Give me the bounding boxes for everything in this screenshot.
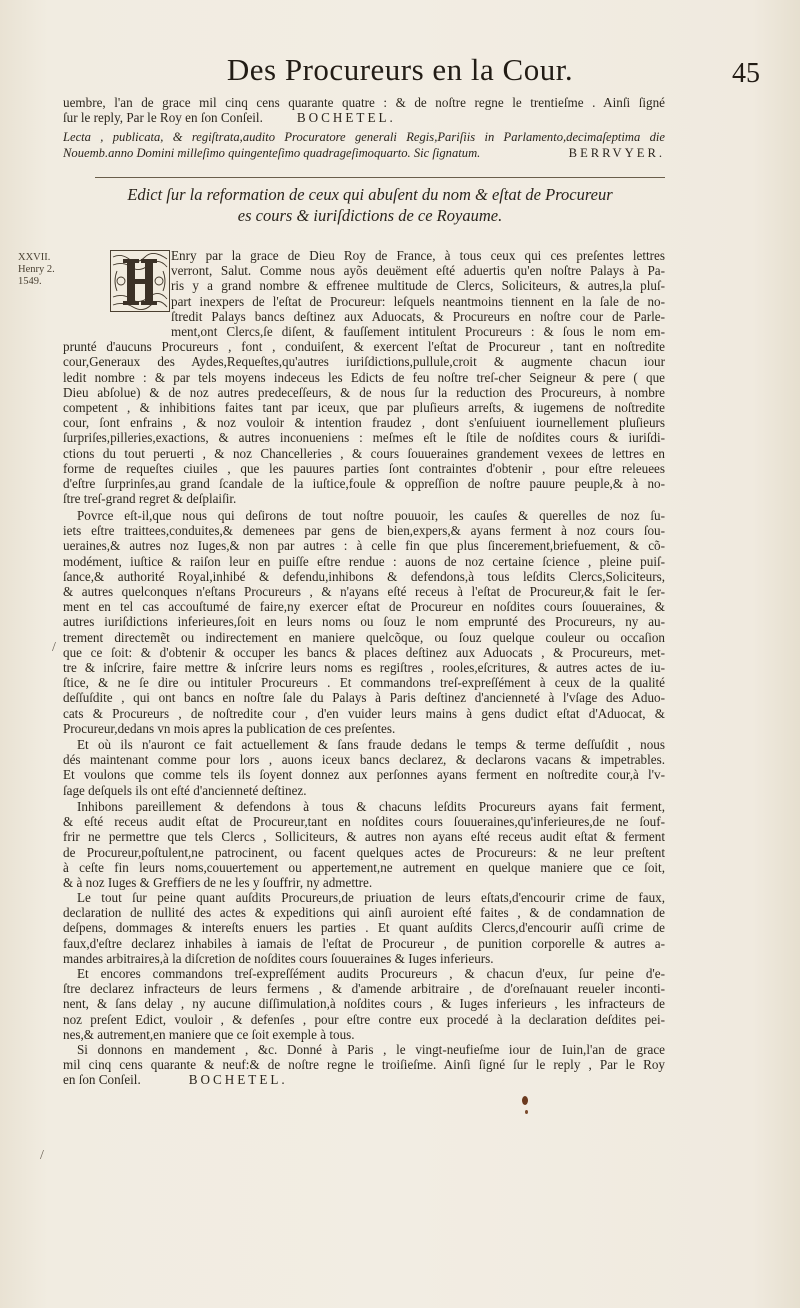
text-line: frir ne permettre que tels Clercs , Solliciteurs, & autres non ayans eſté receus audit eſtat & ferment xyxy=(63,829,665,845)
text-line: à ceſte fin leurs noms,couuertement ou appertement,ne autrement en quelque maniere que ce ſoit, xyxy=(63,859,665,875)
running-title: Des Procureurs en la Cour. xyxy=(226,52,574,87)
margin-note-line: 1549. xyxy=(18,276,42,287)
paragraph-si xyxy=(63,1042,665,1088)
text-line: declaration de nullité des actes & expeditions qui ainſi auroient eſté faites , & de condamnation de xyxy=(63,905,665,921)
text-line: ſurpriſes,pilleries,exactions, & autres inconueniens : meſmes eſt le ſtile de noſdites cours & iuriſdi- xyxy=(63,430,665,446)
registration-note xyxy=(63,130,665,161)
text-line: ueraines,& autres noz Iuges,& non par autres : à celle fin que plus ſincerement,briefuement, & cõ- xyxy=(63,538,665,554)
text-line: prunté d'aucuns Procureurs , font , conduiſent, & exercent l'eſtat de Procureur , tant en noſtredite xyxy=(63,339,665,355)
text-line: trement directemẽt ou indirectement en maniere quelcõque, ou ſouz quelque couleur ou occaſion xyxy=(63,629,665,645)
text-line: deſſuſdite , qui ont bancs en noſtre ſale du Palays à Paris deſtinez d'ancienneté à l'vſage des Aduo- xyxy=(63,690,665,706)
text-fragment: en ſon Conſeil. xyxy=(63,1072,141,1088)
text-line: ſance,& authorité Royal,inhibé & defendu,inhibons & defendons,à tous leſdits Clercs,Soliciteurs, xyxy=(63,568,665,584)
paragraph-pource xyxy=(63,508,665,736)
text-line: Et encores commandons treſ-expreſſément audits Procureurs , & chacun d'eux, ſur peine d'e- xyxy=(77,966,665,981)
text-line: dés maintenant comme pour lors , auons iceux bancs declarez, & declarons vacans & impetrables. xyxy=(63,752,665,768)
text-line: faux,d'eſtre declarez inhabiles à iamais de l'eſtat de Procureur , de punition corporelle & autres a- xyxy=(63,935,665,951)
paragraph-henry xyxy=(63,248,665,506)
paragraph-et xyxy=(63,737,665,798)
signature: BOCHETEL. xyxy=(188,1072,288,1088)
text-line: & autres quelconques n'eſtans Procureurs , & n'ayans eſté receus à l'eſtat de Procureur,& fait le ſer- xyxy=(63,584,665,600)
pen-stroke: / xyxy=(52,640,56,655)
text-line: ſtredit Palays bancs deſtinez aux Aduocats, & Procureurs en noſtre cour de Parle- xyxy=(171,308,665,324)
pen-stroke: / xyxy=(40,1148,44,1163)
text-line: Enry par la grace de Dieu Roy de France, à tous ceux qui ces preſentes lettres xyxy=(171,248,665,263)
text-line: ment,ont Clercs,ſe diſent, & fauſſement intitulent Procureurs : & ſous le nom em- xyxy=(171,324,665,340)
divider-rule xyxy=(95,177,665,178)
text-line: tre & inſcrire, faire mettre & inſcrire leurs noms es regiſtres , rooles,eſcritures, & autres actes de iu- xyxy=(63,660,665,676)
text-line: modément, iuſtice & raiſon leur en puiſſe eſtre rendue : auons de noz certaine ſcience , pleine puiſ- xyxy=(63,553,665,569)
margin-note-line: Henry 2. xyxy=(18,264,55,275)
text-line: part inexpers de l'eſtat de Procureur: leſquels neantmoins tiennent en la ſale de no- xyxy=(171,293,665,309)
paragraph-encores xyxy=(63,966,665,1042)
text-line: ſage deſquels ils ont eſté d'ancienneté deſtinez. xyxy=(63,782,307,798)
text-line xyxy=(63,110,665,125)
text-line: cour, ſont enfrains , & noz vouloir & intention fraudez , dont s'enſuiuent iournellement pluſieurs xyxy=(63,415,665,431)
edict-title xyxy=(70,184,670,226)
top-text xyxy=(63,95,665,125)
text-line: Et où ils n'auront ce fait actuellement & ſans fraude dedans le temps & terme deſſuſdit , nous xyxy=(77,737,665,752)
text-fragment: Nouemb.anno Domini milleſimo quingenteſimo quadrageſimoquarto. Sic ſignatum. xyxy=(63,145,481,160)
paragraph-inhibons xyxy=(63,799,665,890)
text-line: ſtice, & ne ſe dire ou intituler Procureurs . Et commandons treſ-expreſſément à ceux de la qualité xyxy=(63,675,665,691)
margin-note xyxy=(18,252,58,288)
text-line: Lecta , publicata, & regiſtrata,audito Procuratore generali Regis,Pariſiis in Parlamento,decimaſeptima die xyxy=(63,130,665,144)
text-line: Procureur,dedans vn mois apres la publication de ces preſentes. xyxy=(63,720,396,736)
text-line: ſtre treſ-grand regret & deſplaiſir. xyxy=(63,491,237,507)
title-line: es cours & iuriſdictions de ce Royaume. xyxy=(237,206,503,225)
text-line: que ce ſoit: & d'obtenir & occuper les bancs & places deſtinez aux Aduocats , & Procureurs, met- xyxy=(63,644,665,660)
text-line: noz preſent Edict, vouloir , & defenſes , pour eſtre contre eux procedé à la declaration deſdites pei- xyxy=(63,1011,665,1027)
signature: BOCHETEL. xyxy=(296,110,396,126)
text-line: ris y a grand nombre & effrenee multitude de Clercs, Soliciteurs, & autres,la pluſ- xyxy=(171,278,665,294)
text-line: d'eſtre ſurprinſes,au grand ſcandale de la iuſtice,foule & oppreſſion de noſtre pauure peuple,& à no- xyxy=(63,476,665,492)
title-line: Edict ſur la reformation de ceux qui abuſent du nom & eſtat de Procureur xyxy=(127,185,613,204)
text-line xyxy=(63,1072,665,1087)
text-line: Si donnons en mandement , &c. Donné à Paris , le vingt-neufieſme iour de Iuin,l'an de grace xyxy=(77,1042,665,1057)
text-line: uembre, l'an de grace mil cinq cens quarante quatre : & de noſtre regne le trentieſme . Ainſi ſigné xyxy=(63,95,665,110)
text-line: cour,Generaux des Aydes,Requeſtes,qu'autres iuriſdictions,pullule,croit & augmente chacun iour xyxy=(63,354,665,370)
text-line: & eſté receus audit eſtat de Procureur,tant en noſdites cours ſouueraines,qu'inferieures,de ne ſouf- xyxy=(63,814,665,830)
text-line: Povrce eſt-il,que nous qui deſirons de tout noſtre pouuoir, les cauſes & querelles de noz ſu- xyxy=(77,508,665,523)
text-line: Dieu abſolue) & de noz autres predeceſſeurs, & de nous ſur la reduction des Procureurs, à nombre xyxy=(63,384,665,400)
text-line: Inhibons pareillement & defendons à tous & chacuns leſdits Procureurs ayans fait ferment, xyxy=(77,799,665,814)
text-line: Le tout ſur peine quant auſdits Procureurs,de priuation de leurs eſtats,d'encourir crime de faux, xyxy=(77,890,665,905)
text-line: ſtre declarez infracteurs de leurs fermens , & d'amende arbitraire , de d'oreſnauant reueler inconti- xyxy=(63,981,665,997)
text-line: nent, & ſans delay , ny aucune diſſimulation,à noſdites cours , & Iuges inferieurs , les infracteurs de xyxy=(63,996,665,1012)
ink-stain xyxy=(525,1110,528,1114)
signature: BERRVYER. xyxy=(568,145,665,160)
margin-note-line: XXVII. xyxy=(18,252,51,263)
text-line: ment en tel cas accouſtumé de faire,ny exercer eſtat de Procureur en noſdites cours ſouueraines, & xyxy=(63,599,665,615)
paragraph-le xyxy=(63,890,665,966)
text-line: deſpens, dommages & intereſts enuers les parties . Et quant auſdits Clercs,d'encourir auſſi crime de xyxy=(63,920,665,936)
text-line xyxy=(63,146,665,162)
ink-stain xyxy=(522,1096,528,1105)
text-line: ledit nombre : & par tels moyens indeceus les Edicts de feu noſtre treſ-cher Seigneur & pere ( que xyxy=(63,369,665,385)
text-line: competent , & inhibitions faites tant par iceux, que par pluſieurs arreſts, & iugemens de noſtredite xyxy=(63,400,665,416)
text-line: & à noz Iuges & Greffiers de ne les y ſouffrir, ny admettre. xyxy=(63,875,373,891)
text-line: autres iuriſdictions inferieures,ſoit en leurs noms ou ſouz le nom emprunté des Procureurs, ny au- xyxy=(63,614,665,630)
text-line: nes,& autrement,en maniere que ce ſoit exemple à tous. xyxy=(63,1026,355,1042)
text-line: mil cinq cens quarante & neuf:& de noſtre regne le troiſieſme. Ainſi ſigné ſur le reply , Par le Roy xyxy=(63,1057,665,1073)
text-line: cats & Procureurs , de noſtredite cour , d'en vuider leurs mains à gens dudict eſtat d'Aduocat, & xyxy=(63,705,665,721)
text-line: verront, Salut. Comme nous ayõs deuëment eſté aduertis qu'en noſtre Palays à Pa- xyxy=(171,263,665,279)
text-fragment: ſur le reply, Par le Roy en ſon Conſeil. xyxy=(63,110,263,126)
text-line: Et voulons que comme tels ils ſoyent donnez aux perſonnes ayans ferment en noſtredite cour,à l'v- xyxy=(63,767,665,783)
text-line: mandes arbitraires,à la diſcretion de noſdites cours ſouueraines & Iuges inferieurs. xyxy=(63,950,494,966)
text-line: forme de requeſtes ciuiles , que les pauures parties ſont contraintes d'obtenir , pour eſtre releuees xyxy=(63,460,665,476)
text-line: ctions du tout peruerti , & noz Chancelleries , & cours ſouueraines grandement vexees de lettres en xyxy=(63,445,665,461)
text-line: iets eſtre traittees,conduites,& demenees par gens de bien,expers,& ayans ferment à noz cours ſou- xyxy=(63,523,665,539)
page-number: 45 xyxy=(732,58,760,89)
text-line: de Procureur,poſtulent,ne patrocinent, ou facent quelques actes de Procureurs: & ne leur preſtent xyxy=(63,844,665,860)
